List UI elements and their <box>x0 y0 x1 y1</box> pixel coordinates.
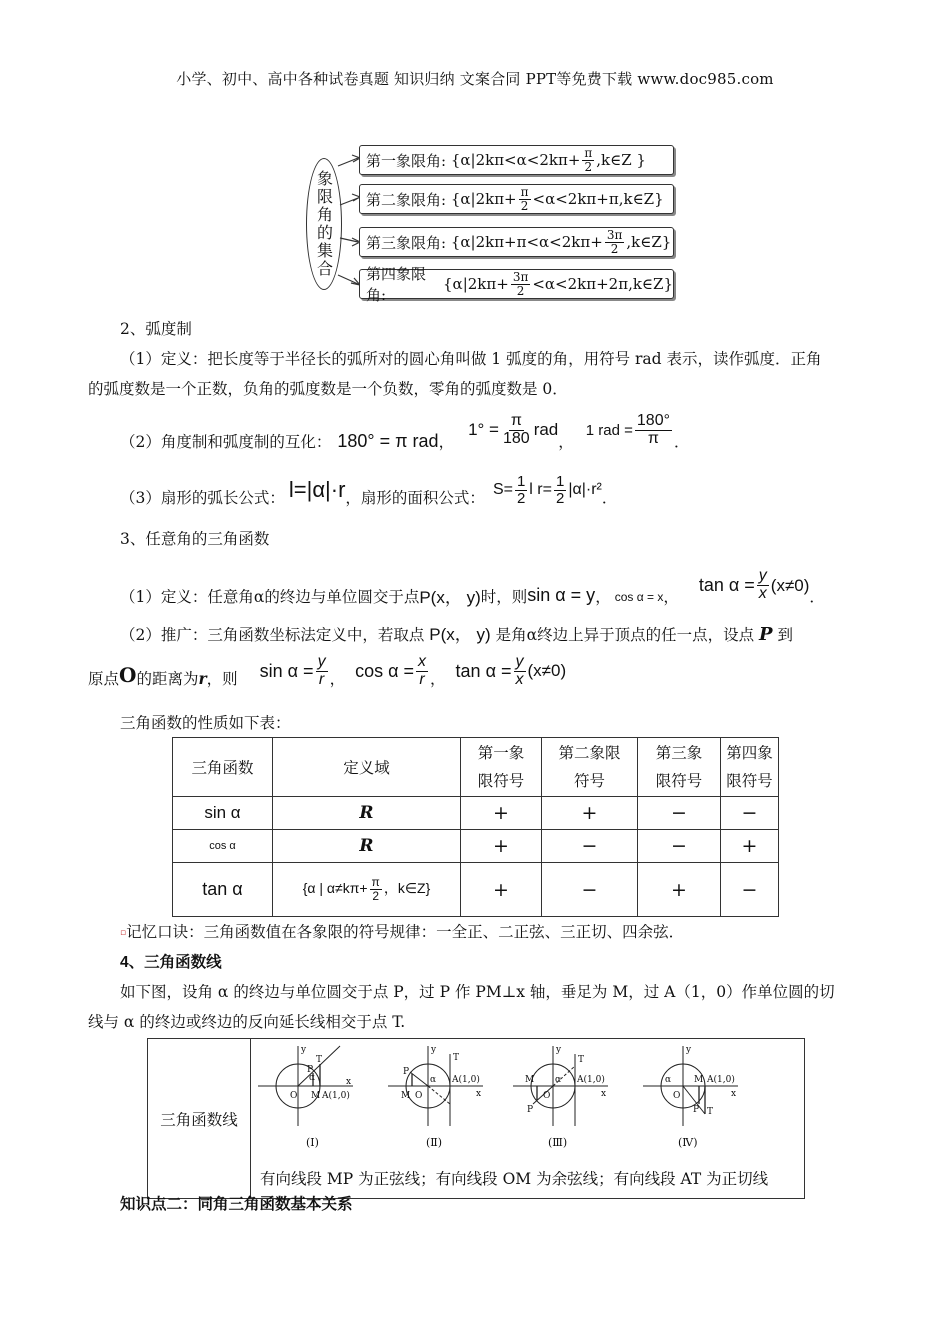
trig-lines-figures-cell <box>251 1039 805 1199</box>
note-marker-icon: ▫ <box>120 928 127 938</box>
figure-label-1: (Ⅰ) <box>306 1136 319 1149</box>
th-function: 三角函数 <box>173 738 273 797</box>
svg-text:y: y <box>431 1045 437 1055</box>
next-section-heading: 知识点二：同角三角函数基本关系 <box>120 1196 353 1213</box>
page-header: 小学、初中、高中各种试卷真题 知识归纳 文案合同 PPT等免费下载 www.doc985.com <box>176 70 774 88</box>
svg-text:T: T <box>453 1053 460 1063</box>
table-row: sin α R + + − − <box>173 797 779 830</box>
table-row: cos α R + − − + <box>173 830 779 863</box>
sec4-desc-line1: 如下图，设角 α 的终边与单位圆交于点 P，过 P 作 PM⊥x 轴，垂足为 M，过 A（1，0）作单位圆的切 <box>120 983 835 1001</box>
figure-4 <box>643 1045 738 1126</box>
th-q1-sign: 第一象 限符号 <box>461 738 542 797</box>
svg-text:P: P <box>693 1105 700 1115</box>
svg-text:A(1,0): A(1,0) <box>707 1075 735 1085</box>
svg-text:α: α <box>555 1075 562 1085</box>
figure-label-4: (Ⅳ) <box>678 1136 698 1149</box>
svg-text:M: M <box>525 1075 535 1085</box>
svg-text:O: O <box>415 1091 423 1101</box>
svg-text:x: x <box>476 1089 482 1099</box>
sec3-generalization-line1: （2）推广：三角函数坐标法定义中，若取点 P(x， y) 是角α终边上异于顶点的任一点，设点 P 到 <box>120 624 793 645</box>
svg-text:y: y <box>301 1045 307 1055</box>
svg-text:α: α <box>430 1075 437 1085</box>
svg-text:x: x <box>601 1089 607 1099</box>
sec2-sector-formulas: （3）扇形的弧长公式： l=|α|·r ，扇形的面积公式： S= $\frac{1}{2}$ l r= $\frac{1}{2}$ |α|·r² ． <box>120 472 618 507</box>
figure-label-3: (Ⅲ) <box>548 1136 568 1149</box>
th-q2-sign: 第二象限 符号 <box>542 738 638 797</box>
figure-1 <box>258 1045 353 1126</box>
sec2-def-line2: 的弧度数是一个正数，负角的弧度数是一个负数，零角的弧度数是 0． <box>88 380 568 398</box>
svg-text:y: y <box>686 1045 692 1055</box>
svg-text:x: x <box>731 1089 737 1099</box>
svg-text:A(1,0): A(1,0) <box>452 1075 480 1085</box>
svg-text:P: P <box>403 1067 410 1077</box>
props-intro: 三角函数的性质如下表： <box>120 714 291 732</box>
svg-text:T: T <box>316 1055 323 1065</box>
figure-label-2: (Ⅱ) <box>426 1136 443 1149</box>
svg-text:M: M <box>311 1091 321 1101</box>
sec4-desc-line2: 线与 α 的终边或终边的反向延长线相交于点 T. <box>88 1013 406 1031</box>
conv-formula-2-frac: $\frac{\pi}{180}$ <box>502 411 530 447</box>
mnemonic-note: ▫记忆口诀：三角函数值在各象限的符号规律：一全正、二正弦、三正切、四余弦． <box>120 923 685 941</box>
svg-text:O: O <box>543 1091 551 1101</box>
svg-text:M: M <box>694 1075 704 1085</box>
th-domain: 定义域 <box>273 738 461 797</box>
figure-3 <box>513 1045 608 1126</box>
svg-text:P: P <box>527 1105 534 1115</box>
sec4-title: 4、三角函数线 <box>120 954 222 971</box>
figure-2 <box>388 1045 483 1126</box>
conv-formula-1: 180° = π rad <box>337 430 439 451</box>
arc-length-formula: l=|α|·r <box>288 477 346 502</box>
svg-text:P: P <box>307 1065 314 1075</box>
sec2-title: 2、弧度制 <box>120 320 192 338</box>
table-header-row <box>173 738 779 797</box>
svg-text:A(1,0): A(1,0) <box>577 1075 605 1085</box>
table-row: tan α {α | α≠kπ+ $\frac{\pi}{2}$ ，k∈Z} + − + − <box>173 863 779 917</box>
th-q3-sign: 第三象 限符号 <box>638 738 721 797</box>
svg-text:T: T <box>578 1055 585 1065</box>
quadrant-3-box: 第三象限角: {α|2kπ+π<α<2kπ+ $\frac{3\pi}{2}$ ,k∈Z} <box>359 227 674 257</box>
sec3-generalization-line2: 原点 O 的距离为 r ，则 sin α = $\frac{y}{r}$ ， cos α = $\frac{x}{r}$ ， tan α = $\frac{y}{x}$ (x≠0) <box>88 652 567 688</box>
unit-circle-figures <box>258 1044 803 1159</box>
svg-text:O: O <box>290 1091 298 1101</box>
svg-text:M: M <box>401 1091 411 1101</box>
svg-text:y: y <box>556 1045 562 1055</box>
svg-text:T: T <box>707 1107 714 1117</box>
quadrant-4-box: 第四象限角: {α|2kπ+ $\frac{3\pi}{2}$ <α<2kπ+2π,k∈Z} <box>359 269 674 299</box>
diagram-oval-label: 象限角的集合 <box>306 158 342 290</box>
svg-text:O: O <box>673 1091 681 1101</box>
trig-lines-table <box>147 1038 805 1199</box>
sec2-def-line1: （1）定义：把长度等于半径长的弧所对的圆心角叫做 1 弧度的角，用符号 rad 表示，读作弧度．正角 <box>120 350 822 368</box>
trig-properties-table <box>172 737 779 917</box>
trig-lines-caption: 有向线段 MP 为正弦线；有向线段 OM 为余弦线；有向线段 AT 为正切线 <box>260 1170 769 1188</box>
trig-lines-label: 三角函数线 <box>148 1039 251 1199</box>
svg-text:x: x <box>346 1077 352 1087</box>
th-q4-sign: 第四象 限符号 <box>721 738 779 797</box>
svg-text:α: α <box>665 1075 672 1085</box>
conv-formula-3-frac: $\frac{180^\circ}{\pi}$ <box>636 411 670 447</box>
quadrant-2-box: 第二象限角: {α|2kπ+ $\frac{\pi}{2}$ <α<2kπ+π,k∈Z} <box>359 184 674 214</box>
sec3-title: 3、任意角的三角函数 <box>120 530 270 548</box>
svg-text:α: α <box>309 1073 316 1083</box>
quadrant-1-box: 第一象限角: {α|2kπ<α<2kπ+ $\frac{\pi}{2}$ ,k∈Z } <box>359 145 674 175</box>
svg-text:A(1,0): A(1,0) <box>322 1091 350 1101</box>
sec2-conversion: （2）角度制和弧度制的互化： 180° = π rad ， 1° = $\frac{\pi}{180}$ rad ， 1 rad = $\frac{180^\circ}{\pi}$ ． <box>120 411 690 451</box>
sec3-definition: （1）定义：任意角α的终边与单位圆交于点 P(x， y) 时，则 sin α = y ， cos α = x ， tan α = $\frac{y}{x}$ (x≠0) ． <box>120 567 825 607</box>
